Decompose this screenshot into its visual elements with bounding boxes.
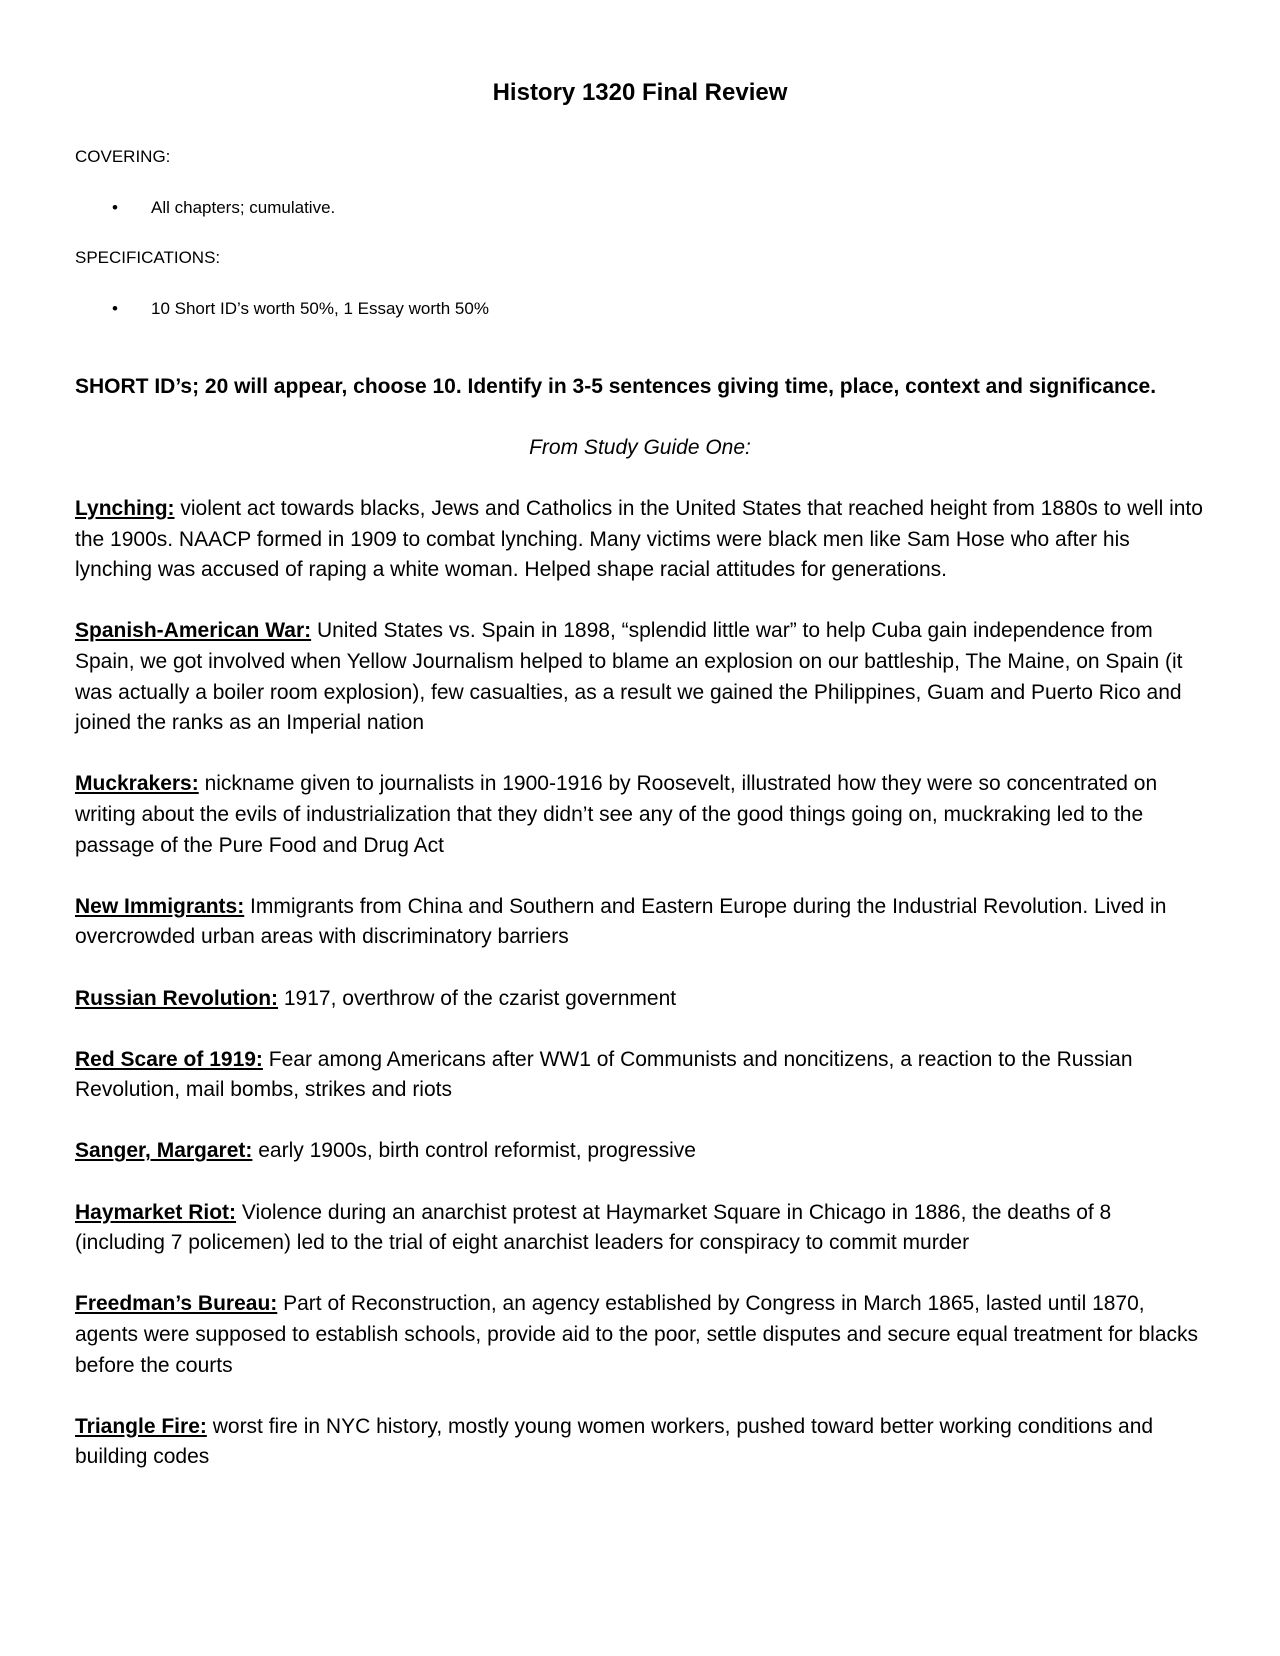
entry-term: New Immigrants:: [75, 894, 245, 918]
bullet-icon: •: [112, 299, 118, 318]
entry-lynching: [75, 494, 1205, 586]
covering-item: All chapters; cumulative.: [151, 198, 336, 217]
entry-term: Russian Revolution:: [75, 986, 279, 1010]
entry-definition: early 1900s, birth control reformist, progressive: [258, 1139, 696, 1163]
entry-term: Lynching:: [75, 497, 175, 520]
entry-definition: Fear among Americans after WW1 of Communists and noncitizens, a reaction to the Russian Revolution, mail bombs, strikes and riots: [75, 1047, 1133, 1102]
entry-new-immigrants: [75, 892, 1205, 953]
entry-definition: 1917, overthrow of the czarist government: [283, 986, 677, 1010]
entry-term: Red Scare of 1919:: [75, 1047, 263, 1071]
entry-term: Haymarket Riot:: [75, 1200, 237, 1224]
entry-haymarket-riot: [75, 1198, 1205, 1259]
entry-definition: Immigrants from China and Southern and Eastern Europe during the Industrial Revolution. Lived in overcrowded urban areas with discriminatory barriers: [75, 894, 1167, 949]
covering-label: COVERING:: [75, 147, 171, 166]
bullet-icon: •: [112, 198, 118, 217]
entry-term: Spanish-American War:: [75, 619, 312, 643]
entry-term: Muckrakers:: [75, 772, 199, 796]
entry-muckrakers: [75, 769, 1205, 861]
entry-definition: Part of Reconstruction, an agency established by Congress in March 1865, lasted until 1870, agents were supposed to establish schools, provide aid to the poor, settle disputes and secure equal treatment for blacks before the courts: [75, 1292, 1199, 1377]
entry-spanish-american-war: [75, 616, 1205, 738]
entry-sanger-margaret: [75, 1136, 1205, 1167]
specifications-label: SPECIFICATIONS:: [75, 248, 221, 267]
entry-term: Triangle Fire:: [75, 1414, 207, 1438]
entry-definition: nickname given to journalists in 1900-1916 by Roosevelt, illustrated how they were so concentrated on writing about the evils of industrialization that they didn’t see any of the good things going on, muckraking led to the passage of the Pure Food and Drug Act: [75, 772, 1158, 857]
document-title: History 1320 Final Review: [492, 79, 788, 106]
entry-definition: violent act towards blacks, Jews and Catholics in the United States that reached height from 1880s to well into the 1900s. NAACP formed in 1909 to combat lynching. Many victims were black men like Sam Hose who after his lynching was accused of raping a white woman. Helped shape racial attitudes for generations.: [75, 497, 1203, 582]
entry-definition: United States vs. Spain in 1898, “splendid little war” to help Cuba gain independence from Spain, we got involved when Yellow Journalism helped to blame an explosion on our battleship, The Maine, on Spain (it was actually a boiler room explosion), few casualties, as a result we gained the Philippines, Guam and Puerto Rico and joined the ranks as an Imperial nation: [75, 619, 1183, 735]
entry-red-scare: [75, 1045, 1205, 1106]
specifications-item: 10 Short ID’s worth 50%, 1 Essay worth 50%: [151, 299, 489, 318]
study-guide-subheading: From Study Guide One:: [529, 436, 751, 459]
entry-term: Sanger, Margaret:: [75, 1139, 253, 1163]
short-id-list: [75, 494, 1205, 1504]
entry-term: Freedman’s Bureau:: [75, 1292, 278, 1316]
entry-definition: Violence during an anarchist protest at Haymarket Square in Chicago in 1886, the deaths of 8 (including 7 policemen) led to the trial of eight anarchist leaders for conspiracy to commit murder: [75, 1200, 1112, 1255]
entry-triangle-fire: [75, 1412, 1205, 1473]
short-id-instructions: SHORT ID’s; 20 will appear, choose 10. Identify in 3-5 sentences giving time, place, context and significance.: [75, 375, 1157, 398]
entry-definition: worst fire in NYC history, mostly young women workers, pushed toward better working conditions and building codes: [75, 1414, 1154, 1469]
entry-russian-revolution: [75, 984, 1205, 1015]
entry-freedmans-bureau: [75, 1289, 1205, 1381]
